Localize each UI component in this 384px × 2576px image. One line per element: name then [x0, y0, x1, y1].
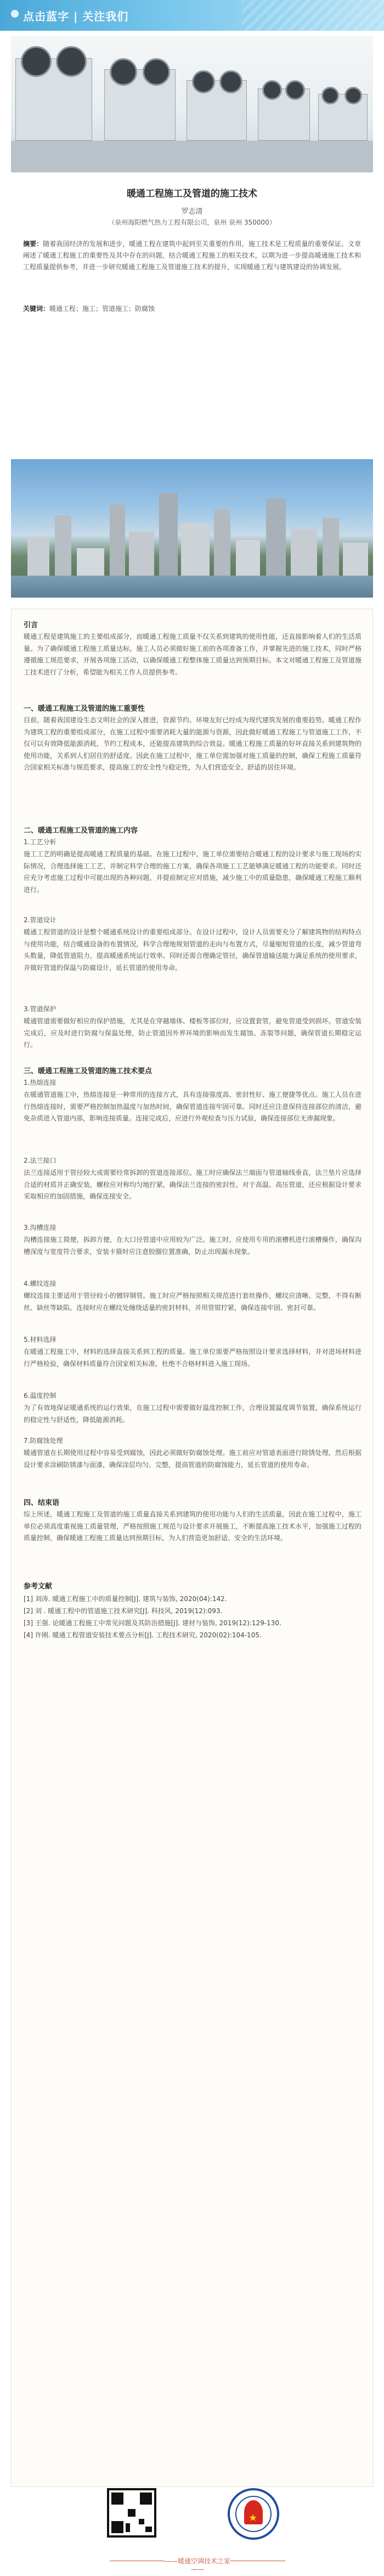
qr-module — [145, 2527, 152, 2532]
fan-icon — [192, 70, 215, 93]
subheading: 2.法兰接口 — [24, 1157, 57, 1164]
city-skyline-photo — [11, 459, 373, 598]
section-heading: 引言 — [24, 621, 38, 629]
fan-icon — [110, 58, 137, 86]
subheading: 7.防腐蚀处理 — [24, 1437, 63, 1445]
reference-item: [4] 许刚. 暖通工程管道安装技术要点分析[J]. 工程技术研究, 2020(02):104-105. — [24, 1631, 262, 1639]
fan-icon — [56, 46, 87, 77]
section-heading: 参考文献 — [24, 1582, 53, 1591]
qr-finder — [140, 2493, 152, 2505]
paragraph: 在暖通管道施工中，热熔连接是一种常用的连接方式，具有连接强度高、密封性好、施工便捷等优点。施工人员在进行热熔连接时，需要严格控制加热温度与加热时间，确保管道连接牢固可靠。同时还应注意保持连接部位的清洁，避免杂质进入管道内部，影响连接质量。连接完成后，应进行外观检查与压力试验，确保连接部位无渗漏现象。 — [24, 1091, 362, 1122]
article-header — [11, 181, 373, 444]
banner-dot-icon — [11, 10, 19, 18]
fan-icon — [143, 58, 170, 86]
subheading: 3.管道保护 — [24, 1005, 57, 1013]
section-heading: 一、暖通工程施工及管道的施工重要性 — [24, 705, 145, 713]
reference-item: [1] 刘涛. 暖通工程施工中的质量控制[J]. 建筑与装饰, 2020(04):142. — [24, 1595, 227, 1603]
abstract-text: 随着我国经济的发展和进步，暖通工程在建筑中起到至关重要的作用，施工技术是工程质量的重要保证。文章阐述了暖通工程施工的重要性及其中存在的问题，结合暖通工程施工的相关技术，以期为进一步提高暖通施工技术和工程质量提供参考，并进一步研究暖通工程施工及管道施工技术的提升，实现暖通工程与建筑建设的协调发展。 — [23, 240, 361, 271]
article-author: 罗志清 — [181, 208, 203, 216]
qr-finder — [111, 2521, 123, 2533]
fan-icon — [21, 46, 52, 77]
footer-text: ——暖通空调技术之家—— — [165, 2557, 231, 2573]
section-heading: 四、结束语 — [24, 1499, 60, 1507]
subheading: 3.沟槽连接 — [24, 1224, 57, 1231]
section-heading: 二、暖通工程施工及管道的施工内容 — [24, 827, 138, 835]
paragraph: 综上所述，暖通工程施工及管道的施工质量直接关系到建筑的使用功能与人们的生活质量。因此在施工过程中，施工单位必须高度重视施工质量管理，严格按照施工规范与设计要求开展施工，不断提高施工技术水平，加强施工过程的质量控制，确保暖通工程施工质量达到预期目标，为人们营造更加舒适、安全的生活环境。 — [24, 1510, 362, 1542]
subheading: 1.工艺分析 — [24, 838, 57, 846]
subheading: 5.材料选择 — [24, 1336, 57, 1343]
fan-icon — [285, 80, 305, 100]
banner — [0, 0, 384, 33]
subheading: 2.管道设计 — [24, 916, 57, 924]
keywords — [23, 303, 361, 315]
fan-icon — [345, 87, 362, 104]
qr-code-icon[interactable] — [107, 2488, 156, 2538]
paragraph: 沟槽连接施工简便，拆卸方便，在大口径管道中应用较为广泛。施工时，应使用专用的滚槽机进行滚槽操作，确保沟槽深度与宽度符合要求，安装卡箍时应注意胶圈位置准确，防止出现漏水现象。 — [24, 1236, 362, 1256]
subheading: 4.螺纹连接 — [24, 1280, 57, 1287]
article-affiliation: （泉州海阳燃气热力工程有限公司，泉州 泉州 350000） — [108, 219, 276, 226]
banner-decoration — [241, 0, 384, 31]
association-logo-icon — [228, 2488, 279, 2540]
qr-module — [139, 2519, 144, 2524]
subheading: 6.温度控制 — [24, 1392, 57, 1399]
paragraph: 暖通管道需要做好相应的保护措施，尤其是在穿越墙体、楼板等部位时，应设置套管，避免管道受到损坏。管道安装完成后，应及时进行防腐与保温处理，防止管道因外界环境的影响而发生腐蚀、冻裂等问题，确保管道长期稳定运行。 — [24, 1017, 362, 1049]
paragraph: 暖通工程是建筑施工的主要组成部分，而暖通工程施工质量不仅关系到建筑的使用性能，还直接影响着人们的生活质量。为了确保暖通工程施工质量达标，施工人员必须做好施工前的各项准备工作，并掌握先进的施工技术，同时严格遵循施工规范要求，开展各项施工活动，以确保暖通工程整体施工质量达到预期目标。本文对暖通工程施工及管道施工技术进行了分析，希望能为相关工作人员提供参考。 — [24, 633, 362, 676]
river — [11, 576, 373, 598]
star-icon: ★ — [249, 2512, 258, 2524]
paragraph: 暖通工程管道的设计是整个暖通系统设计的重要组成部分。在设计过程中，设计人员需要充分了解建筑物的结构特点与使用功能，结合暖通设备的布置情况，科学合理地规划管道的走向与布置方式，尽量缩短管道的长度，减少管道弯头数量，降低管道阻力，提高暖通系统运行效率。同时还需合理确定管径，确保管道输送能力满足系统的使用要求，并做好管道的保温与防腐设计，延长管道的使用寿命。 — [24, 928, 362, 972]
paragraph: 暖通管道在长期使用过程中容易受到腐蚀，因此必须做好防腐蚀处理。施工前应对管道表面进行除锈处理，然后根据设计要求涂刷防锈漆与面漆，确保涂层均匀、完整，提高管道的防腐蚀能力，延长管道的使用寿命。 — [24, 1449, 362, 1469]
paragraph: 为了有效地保证暖通系统的运行效果，在施工过程中需要做好温度控制工作，合理设置温度调节装置，确保系统运行的稳定性与舒适性，降低能源消耗。 — [24, 1404, 362, 1424]
paragraph: 在暖通工程施工中，材料的选择直接关系到工程的质量。施工单位需要严格按照设计要求选择材料，并对进场材料进行严格检验，确保材料质量符合国家相关标准，杜绝不合格材料进入施工现场。 — [24, 1348, 362, 1368]
qr-module — [128, 2509, 135, 2517]
reference-item: [3] 王强. 论暖通工程施工中常见问题及其防治措施[J]. 建材与装饰, 2019(12):129-130. — [24, 1619, 281, 1627]
abstract — [23, 238, 361, 273]
article-body — [11, 609, 373, 2487]
footer — [0, 2488, 384, 2576]
abstract-label: 摘要： — [23, 240, 43, 248]
fan-icon — [262, 80, 282, 100]
keywords-label: 关键词： — [23, 305, 50, 313]
paragraph: 法兰连接适用于管径较大或需要经常拆卸的管道连接部位。施工时应确保法兰端面与管道轴线垂直，法兰垫片应选择合适的材质并正确安装，螺栓应对称均匀地拧紧，确保法兰连接的密封性。对于高温、高压管道，还应根据设计要求采取相应的加固措施，确保连接安全。 — [24, 1169, 362, 1200]
subheading: 1.热熔连接 — [24, 1079, 57, 1086]
qr-module — [126, 2523, 130, 2532]
section-heading: 三、暖通工程施工及管道的施工技术要点 — [24, 1067, 153, 1075]
fan-icon — [321, 87, 339, 104]
hvac-units-photo — [11, 36, 373, 172]
follow-link[interactable]: 点击蓝字 | 关注我们 — [23, 10, 129, 23]
qr-finder — [111, 2493, 123, 2505]
keywords-text: 暖通工程；施工；管道施工；防腐蚀 — [49, 305, 155, 313]
paragraph: 目前，随着我国建设生态文明社会的深入推进，资源节约、环境友好已经成为现代建筑发展的重要趋势。暖通工程作为建筑工程的重要组成部分，在施工过程中需要消耗大量的能源与资源，因此做好暖通工程施工与管道施工工作，不仅可以有效降低能源消耗，节约工程成本，还能提高建筑的综合效益。暖通工程施工质量的好坏直接关系到建筑物的使用功能，关系到人们居住的舒适度。因此在施工过程中，施工单位需加强对施工质量的控制，确保工程施工质量符合国家相关标准与规范要求，提高施工的安全性与稳定性，为人们营造安全、舒适的居住环境。 — [24, 716, 362, 771]
article-title: 暖通工程施工及管道的施工技术 — [127, 188, 257, 199]
paragraph: 螺纹连接主要适用于管径较小的镀锌钢管。施工时应严格按照相关规范进行套丝操作，螺纹应清晰、完整，不得有断丝、缺丝等缺陷。连接时应在螺纹处缠绕适量的密封材料，并用管钳拧紧，确保连接牢固、密封可靠。 — [24, 1292, 362, 1312]
paragraph: 施工工艺的明确是提高暖通工程质量的基础。在施工过程中，施工单位需要结合暖通工程的设计要求与施工现场的实际情况，合理选择施工工艺，并制定科学合理的施工方案，确保各项施工工艺能够满足暖通工程的功能要求。同时还应充分考虑施工过程中可能出现的各种问题，并提前制定应对措施，减少施工中的质量隐患，确保暖通工程施工顺利进行。 — [24, 850, 362, 894]
reference-item: [2] 刘 . 暖通工程中的管道施工技术研究[J]. 科技风, 2019(12):093. — [24, 1607, 223, 1615]
roof-floor — [11, 141, 373, 172]
fan-icon — [219, 70, 242, 93]
